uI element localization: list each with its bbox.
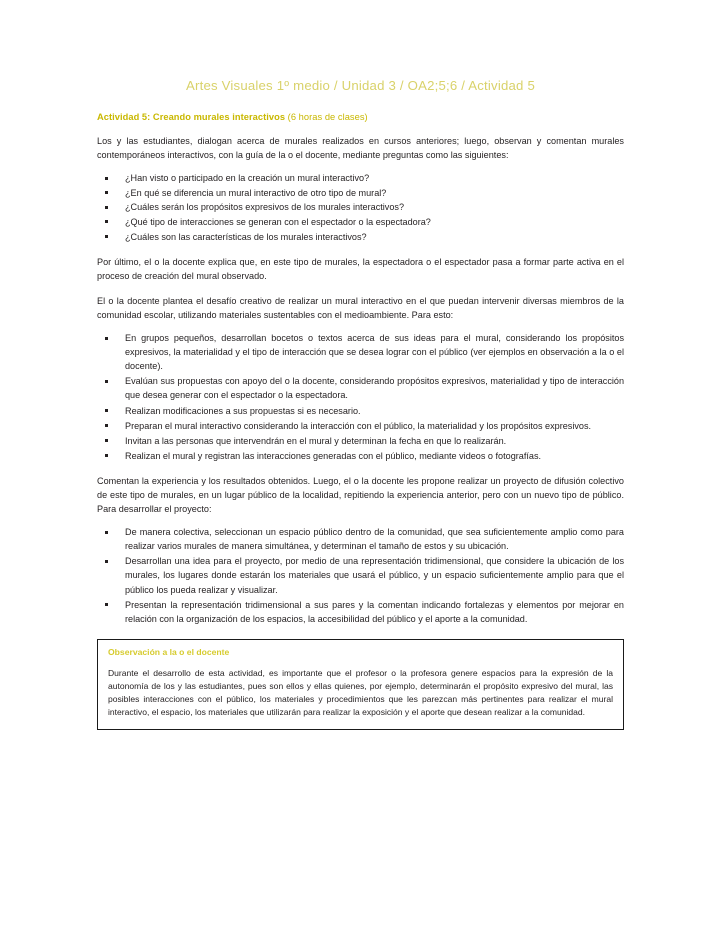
list-item: Presentan la representación tridimensional a sus pares y la comentan indicando fortalezas y elementos por mejorar en relación con la organización de los espacios, la accesibilidad del público y el aporte a la comunidad.: [97, 598, 624, 626]
list-item: ¿Han visto o participado en la creación un mural interactivo?: [97, 171, 624, 185]
observation-text: Durante el desarrollo de esta actividad, es importante que el profesor o la profesora genere espacios para la expresión de la autonomía de los y las estudiantes, pues son ellos y ellas quienes, por ejemplo, determinarán el propósito expresivo del mural, las posibles interacciones con el público, los materiales y procedimientos que les parezcan más pertinentes para realizar el mural interactivo, el espacio, los materiales que utilizarán para realizar la exposición y el aporte que desean realizar a la comunidad.: [108, 667, 613, 718]
document-content: [97, 78, 624, 730]
project-paragraph: Comentan la experiencia y los resultados obtenidos. Luego, el o la docente les propone realizar un proyecto de difusión colectivo de este tipo de murales, en un lugar público de la localidad, repitiendo la experiencia anterior, pero con un nuevo tipo de público. Para desarrollar el proyecto:: [97, 475, 624, 515]
activity-hours-label: (6 horas de clases): [285, 112, 368, 122]
questions-list: [97, 171, 624, 243]
list-item: Evalúan sus propuestas con apoyo del o la docente, considerando propósitos expresivos, materialidad y tipo de interacción que desea generar con el espectador o la espectadora.: [97, 374, 624, 402]
list-item: Desarrollan una idea para el proyecto, por medio de una representación tridimensional, que considere la ubicación de los murales, los lugares donde estarán los materiales que usará el público, y un espacio suficientemente amplio para que el público los pueda realizar y visualizar.: [97, 554, 624, 596]
list-item: Realizan modificaciones a sus propuestas si es necesario.: [97, 404, 624, 418]
observation-title: Observación a la o el docente: [108, 646, 230, 657]
page-title: Artes Visuales 1º medio / Unidad 3 / OA2;5;6 / Actividad 5: [186, 78, 535, 93]
list-item: ¿Cuáles son las características de los murales interactivos?: [97, 230, 624, 244]
closing-paragraph: Por último, el o la docente explica que, en este tipo de murales, la espectadora o el espectador pasa a formar parte activa en el proceso de creación del mural observado.: [97, 256, 624, 281]
observation-box: [97, 639, 624, 730]
steps-list: [97, 331, 624, 463]
list-item: De manera colectiva, seleccionan un espacio público dentro de la comunidad, que sea suficientemente amplio como para realizar varios murales de manera simultánea, y determinan el tamaño de estos y su ubicación.: [97, 525, 624, 553]
list-item: En grupos pequeños, desarrollan bocetos o textos acerca de sus ideas para el mural, considerando los propósitos expresivos, la materialidad y el tipo de interacción que se desea lograr con el público (ver ejemplos en observación a la o el docente).: [97, 331, 624, 373]
intro-paragraph: Los y las estudiantes, dialogan acerca de murales realizados en cursos anteriores; luego, observan y comentan murales contemporáneos interactivos, con la guía de la o el docente, mediante preguntas como las siguientes:: [97, 136, 624, 161]
list-item: Preparan el mural interactivo considerando la interacción con el público, la materialidad y los propósitos expresivos.: [97, 419, 624, 433]
list-item: ¿En qué se diferencia un mural interactivo de otro tipo de mural?: [97, 186, 624, 200]
challenge-paragraph: El o la docente plantea el desafío creativo de realizar un mural interactivo en el que puedan intervenir diversas miembros de la comunidad escolar, utilizando materiales sustentables con el medioambiente. Para esto:: [97, 295, 624, 320]
activity-heading: [97, 111, 624, 123]
list-item: Invitan a las personas que intervendrán en el mural y determinan la fecha en que lo realizarán.: [97, 434, 624, 448]
activity-heading-label: Actividad 5: Creando murales interactivos: [97, 112, 286, 122]
list-item: ¿Cuáles serán los propósitos expresivos de los murales interactivos?: [97, 200, 624, 214]
list-item: ¿Qué tipo de interacciones se generan con el espectador o la espectadora?: [97, 215, 624, 229]
list-item: Realizan el mural y registran las interacciones generadas con el público, mediante videos o fotografías.: [97, 449, 624, 463]
project-steps-list: [97, 525, 624, 626]
